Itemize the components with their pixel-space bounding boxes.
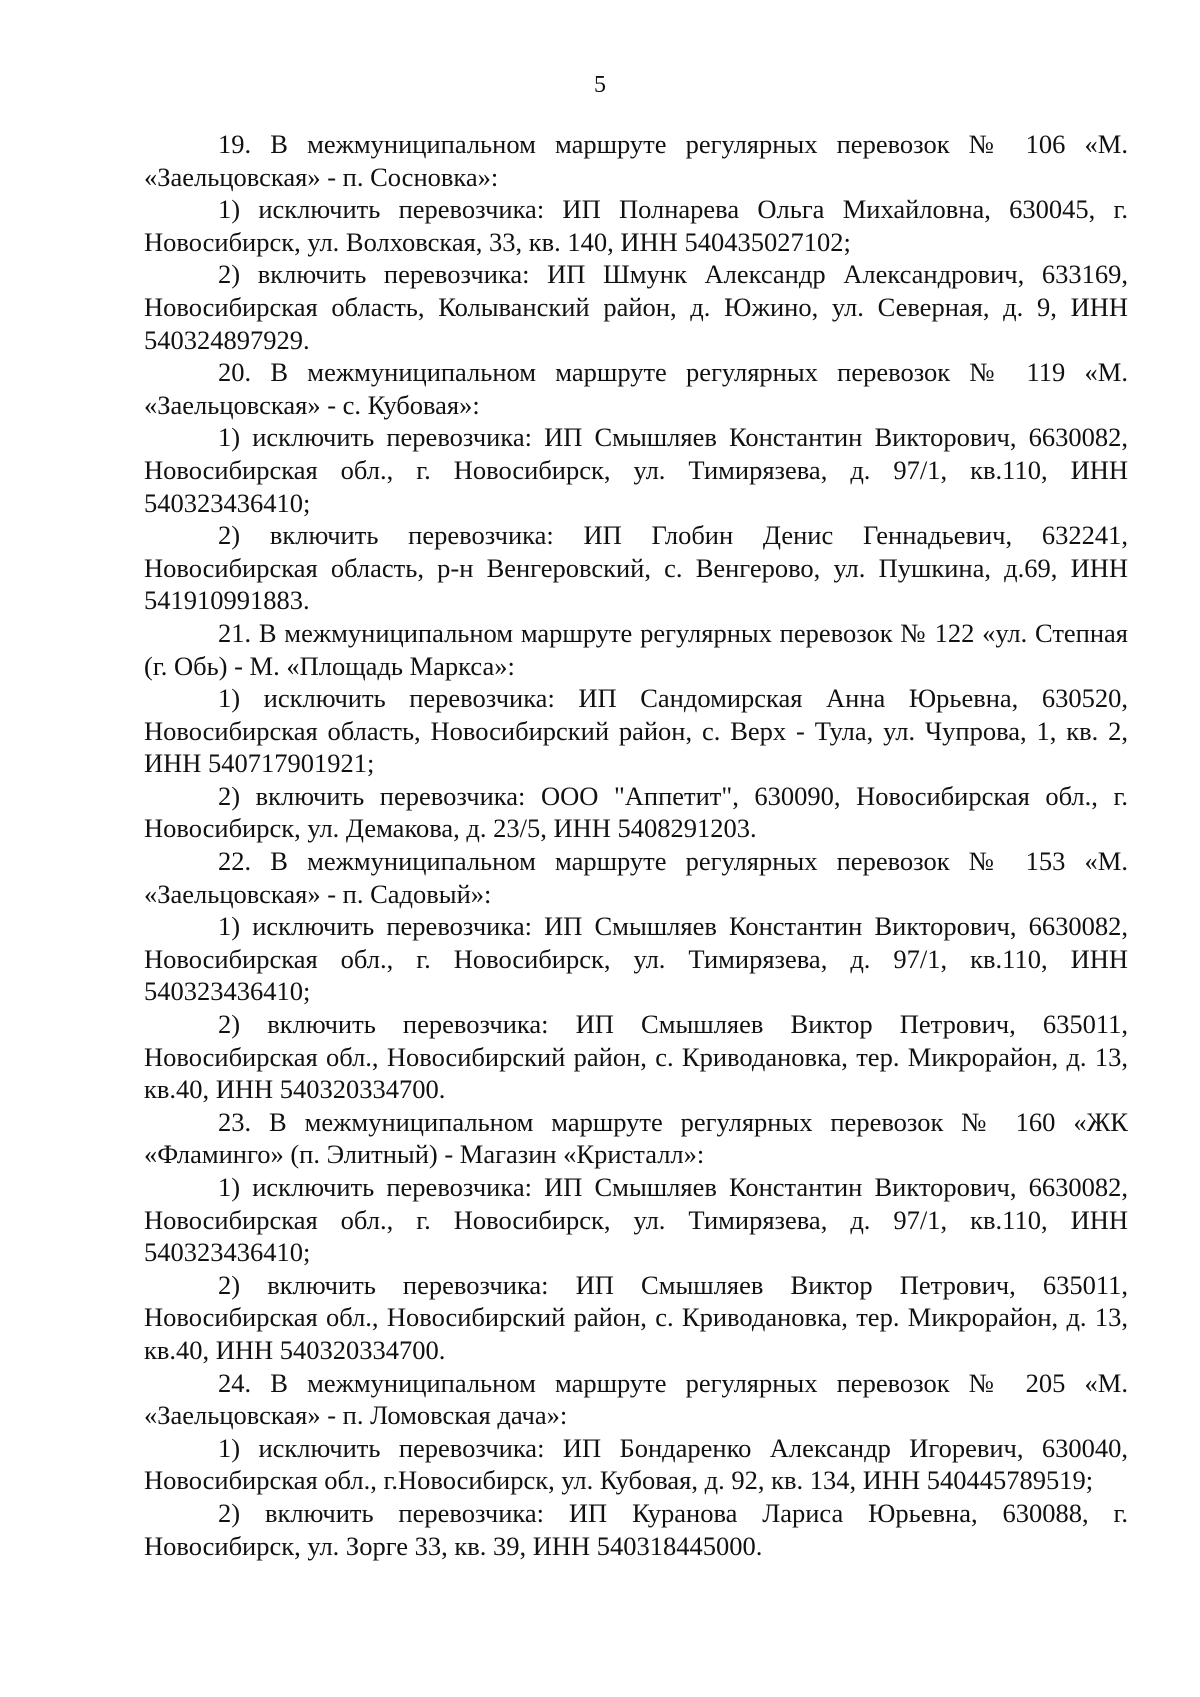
item-21-heading: 21. В межмуниципальном маршруте регулярных перевозок № 122 «ул. Степная (г. Обь) - М. «Площадь Маркса»: [144,617,1128,681]
item-19-exclude-carrier: 1) исключить перевозчика: ИП Полнарева Ольга Михайловна, 630045, г. Новосибирск, ул. Волховская, 33, кв. 140, ИНН 540435027102; [144,194,1128,257]
item-24-heading: 24. В межмуниципальном маршруте регулярных перевозок № 205 «М. «Заельцовская» - п. Ломовская дача»: [144,1367,1128,1431]
item-20-exclude-carrier: 1) исключить перевозчика: ИП Смышляев Константин Викторович, 6630082, Новосибирская обл., г. Новосибирск, ул. Тимирязева, д. 97/1, кв.110, ИНН 540323436410; [144,422,1128,518]
item-21-include-carrier: 2) включить перевозчика: ООО "Аппетит", 630090, Новосибирская обл., г. Новосибирск, ул. Демакова, д. 23/5, ИНН 5408291203. [144,780,1128,844]
item-22-heading: 22. В межмуниципальном маршруте регулярных перевозок № 153 «М. «Заельцовская» - п. Садовый»: [144,846,1128,909]
item-21-exclude-carrier: 1) исключить перевозчика: ИП Сандомирская Анна Юрьевна, 630520, Новосибирская область, Новосибирский район, с. Верх - Тула, ул. Чупрова, 1, кв. 2, ИНН 540717901921; [144,683,1128,779]
item-23-heading: 23. В межмуниципальном маршруте регулярных перевозок № 160 «ЖК «Фламинго» (п. Элитный) - Магазин «Кристалл»: [144,1106,1128,1170]
item-22-exclude-carrier: 1) исключить перевозчика: ИП Смышляев Константин Викторович, 6630082, Новосибирская обл., г. Новосибирск, ул. Тимирязева, д. 97/1, кв.110, ИНН 540323436410; [144,911,1128,1007]
item-19-heading: 19. В межмуниципальном маршруте регулярных перевозок № 106 «М. «Заельцовская» - п. Сосновка»: [144,129,1128,192]
page-number: 5 [594,72,606,98]
item-20-include-carrier: 2) включить перевозчика: ИП Глобин Денис Геннадьевич, 632241, Новосибирская область, р-н Венгеровский, с. Венгерово, ул. Пушкина, д.69, ИНН 541910991883. [144,520,1128,616]
item-19-include-carrier: 2) включить перевозчика: ИП Шмунк Александр Александрович, 633169, Новосибирская область, Колыванский район, д. Южино, ул. Северная, д. 9, ИНН 540324897929. [144,259,1128,355]
document-body [144,128,1128,1562]
item-20-heading: 20. В межмуниципальном маршруте регулярных перевозок № 119 «М. «Заельцовская» - с. Кубовая»: [144,357,1128,420]
item-23-include-carrier: 2) включить перевозчика: ИП Смышляев Виктор Петрович, 635011, Новосибирская обл., Новосибирский район, с. Криводановка, тер. Микрорайон, д. 13, кв.40, ИНН 540320334700. [144,1269,1128,1365]
item-22-include-carrier: 2) включить перевозчика: ИП Смышляев Виктор Петрович, 635011, Новосибирская обл., Новосибирский район, с. Криводановка, тер. Микрорайон, д. 13, кв.40, ИНН 540320334700. [144,1009,1128,1105]
item-24-include-carrier: 2) включить перевозчика: ИП Куранова Лариса Юрьевна, 630088, г. Новосибирск, ул. Зорге 33, кв. 39, ИНН 540318445000. [144,1497,1128,1561]
item-23-exclude-carrier: 1) исключить перевозчика: ИП Смышляев Константин Викторович, 6630082, Новосибирская обл., г. Новосибирск, ул. Тимирязева, д. 97/1, кв.110, ИНН 540323436410; [144,1172,1128,1268]
item-24-exclude-carrier: 1) исключить перевозчика: ИП Бондаренко Александр Игоревич, 630040, Новосибирская обл., г.Новосибирск, ул. Кубовая, д. 92, кв. 134, ИНН 540445789519; [144,1432,1128,1496]
